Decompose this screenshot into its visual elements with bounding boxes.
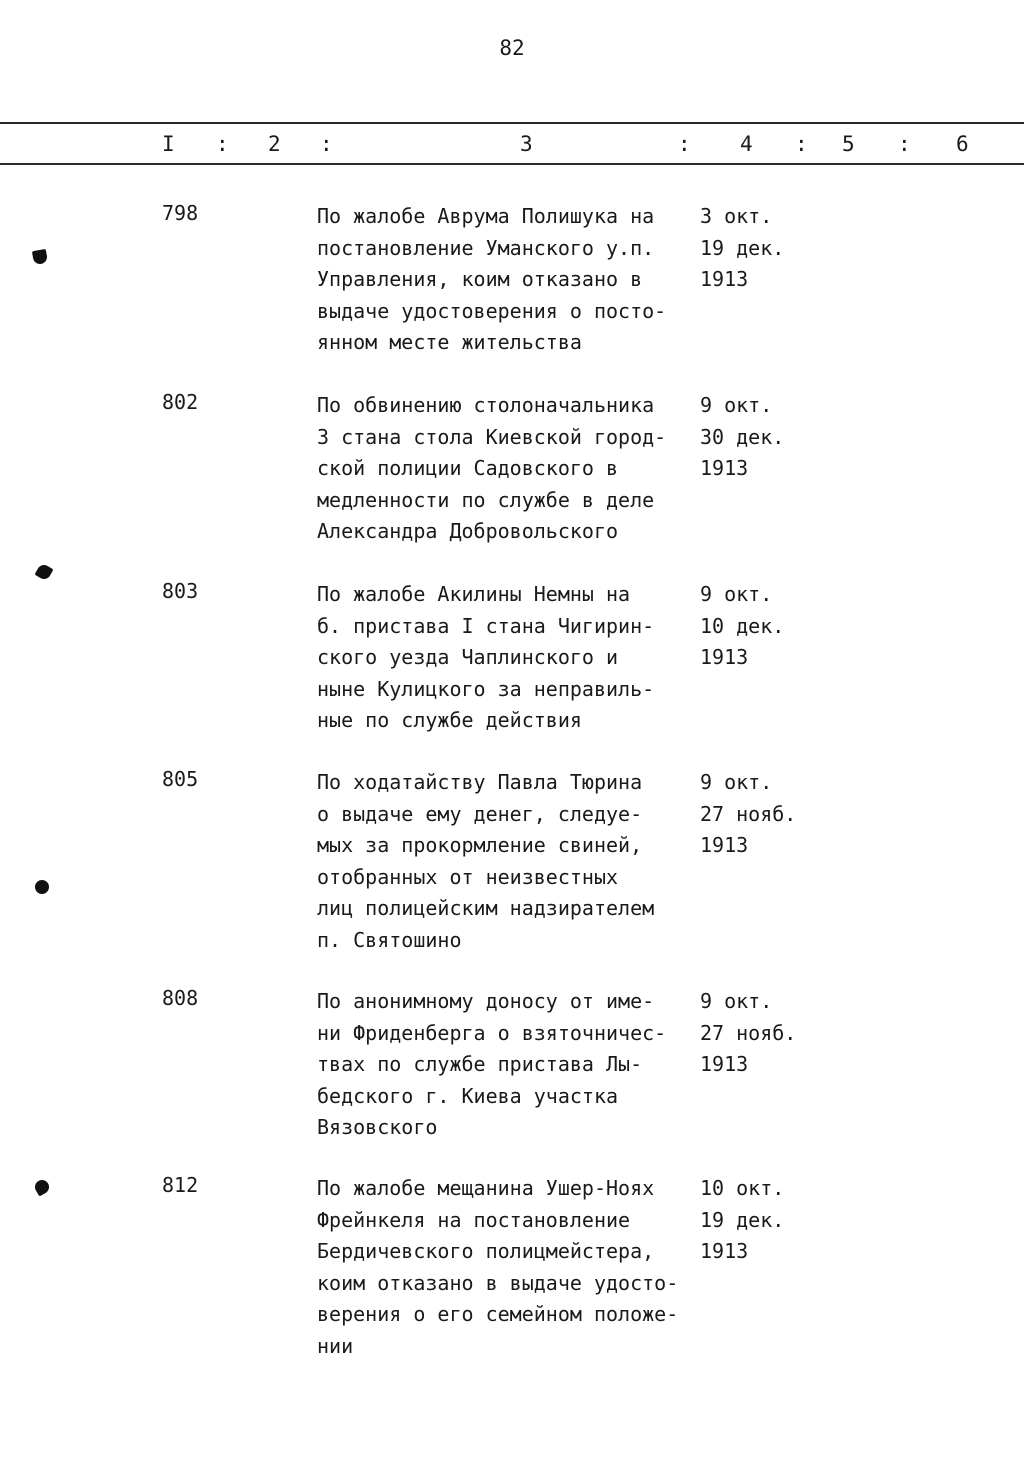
year: 1913 — [700, 1239, 749, 1263]
start-date: 10 окт. — [700, 1176, 785, 1200]
column-header-2: 2 — [268, 132, 281, 156]
start-date: 9 окт. — [700, 582, 773, 606]
column-header-1: I — [162, 132, 175, 156]
description-line: ные по службе действия — [317, 708, 582, 732]
column-header-5: 5 — [842, 132, 855, 156]
start-date: 9 окт. — [700, 393, 773, 417]
description-line: По ходатайству Павла Тюрина — [317, 770, 643, 794]
record-dates — [700, 767, 820, 862]
description-line: п. Святошино — [317, 927, 462, 952]
column-separator: : — [320, 132, 333, 156]
description-line: о выдаче ему денег, следуе- — [317, 801, 643, 826]
description-line: твах по службе пристава Лы- — [317, 1052, 643, 1076]
description-line: По жалобе Аврума Полишука на — [317, 204, 655, 228]
end-date: 27 нояб. — [700, 801, 797, 826]
description-line: лиц полицейским надзирателем — [317, 896, 655, 920]
margin-check-mark-icon — [34, 562, 53, 581]
description-line: нии — [317, 1333, 354, 1358]
description-line: отобранных от неизвестных — [317, 864, 619, 889]
description-line: постановление Уманского у.п. — [317, 235, 655, 260]
column-header-6: 6 — [956, 132, 969, 156]
description-line: бедского г. Киева участка — [317, 1083, 619, 1108]
description-line: Вязовского — [317, 1115, 438, 1139]
record-description — [317, 579, 697, 737]
description-line: По анонимному доносу от име- — [317, 989, 655, 1013]
header-bottom-rule — [0, 163, 1024, 165]
end-date: 19 дек. — [700, 1207, 785, 1232]
column-header-3: 3 — [520, 132, 533, 156]
header-top-rule — [0, 122, 1024, 124]
column-header-4: 4 — [740, 132, 753, 156]
start-date: 3 окт. — [700, 204, 773, 228]
column-separator: : — [795, 132, 808, 156]
record-dates — [700, 579, 820, 674]
record-number: 805 — [162, 767, 199, 791]
description-line: 3 стана стола Киевской город- — [317, 424, 667, 449]
column-header-row — [0, 132, 1024, 158]
year: 1913 — [700, 833, 749, 857]
record-dates — [700, 986, 820, 1081]
start-date: 9 окт. — [700, 989, 773, 1013]
end-date: 10 дек. — [700, 613, 785, 638]
margin-check-mark-icon — [32, 249, 48, 265]
description-line: ской полиции Садовского в — [317, 456, 619, 480]
record-dates — [700, 201, 820, 296]
description-line: мых за прокормление свиней, — [317, 833, 643, 857]
description-line: ныне Кулицкого за неправиль- — [317, 676, 655, 701]
description-line: Управления, коим отказано в — [317, 267, 643, 291]
record-description — [317, 986, 697, 1144]
description-line: По жалобе Акилины Немны на — [317, 582, 631, 606]
record-description — [317, 390, 697, 548]
description-line: Фрейнкеля на постановление — [317, 1207, 631, 1232]
end-date: 27 нояб. — [700, 1020, 797, 1045]
description-line: ского уезда Чаплинского и — [317, 645, 619, 669]
column-separator: : — [678, 132, 691, 156]
end-date: 30 дек. — [700, 424, 785, 449]
record-number: 803 — [162, 579, 199, 603]
year: 1913 — [700, 645, 749, 669]
column-separator: : — [898, 132, 911, 156]
description-line: выдаче удостоверения о посто- — [317, 298, 667, 323]
description-line: По обвинению столоначальника — [317, 393, 655, 417]
description-line: ни Фриденберга о взяточничес- — [317, 1020, 667, 1045]
margin-check-mark-icon — [32, 877, 52, 897]
record-number: 812 — [162, 1173, 199, 1197]
description-line: Бердичевского полицмейстера, — [317, 1239, 655, 1263]
description-line: верения о его семейном положе- — [317, 1302, 679, 1326]
description-line: Александра Добровольского — [317, 519, 619, 543]
record-number: 798 — [162, 201, 199, 225]
record-dates — [700, 390, 820, 485]
record-description — [317, 767, 697, 956]
start-date: 9 окт. — [700, 770, 773, 794]
description-line: медленности по службе в деле — [317, 487, 655, 512]
description-line: По жалобе мещанина Ушер-Ноях — [317, 1176, 655, 1200]
page-number: 82 — [499, 36, 525, 60]
record-number: 808 — [162, 986, 199, 1010]
column-separator: : — [216, 132, 229, 156]
record-description — [317, 1173, 697, 1362]
year: 1913 — [700, 456, 749, 480]
description-line: б. пристава I стана Чигирин- — [317, 613, 655, 638]
record-dates — [700, 1173, 820, 1268]
description-line: коим отказано в выдаче удосто- — [317, 1270, 679, 1295]
year: 1913 — [700, 1052, 749, 1076]
margin-check-mark-icon — [32, 1177, 51, 1196]
record-number: 802 — [162, 390, 199, 414]
year: 1913 — [700, 267, 749, 291]
description-line: янном месте жительства — [317, 330, 582, 354]
record-description — [317, 201, 697, 359]
end-date: 19 дек. — [700, 235, 785, 260]
